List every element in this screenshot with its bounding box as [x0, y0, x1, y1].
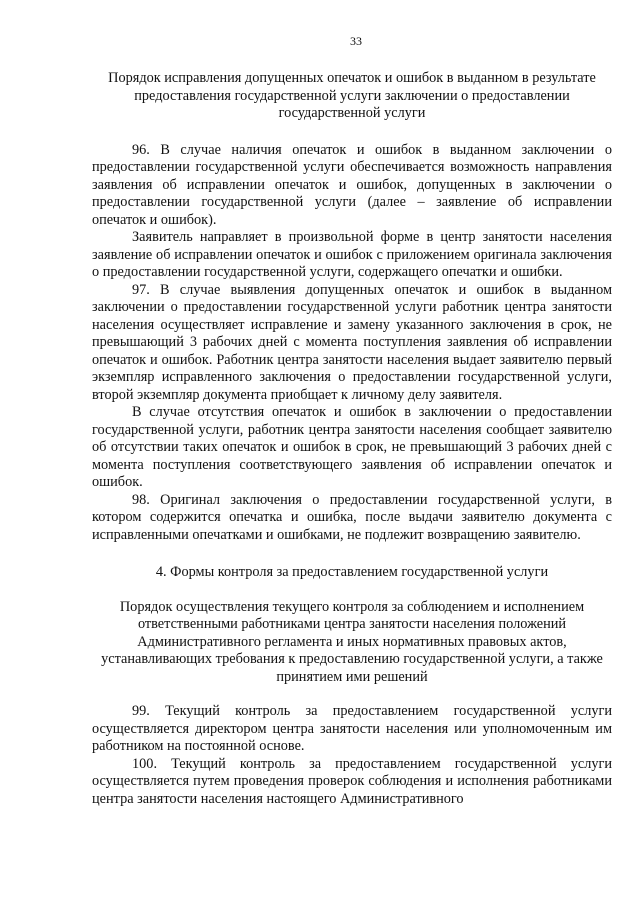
document-page [92, 34, 612, 808]
section-heading-corrections: Порядок исправления допущенных опечаток и ошибок в выданном в результате предоставления государственной услуги заключении о предоставлении государственной услуги [108, 70, 596, 121]
paragraph-no-errors: В случае отсутствия опечаток и ошибок в заключении о предоставлении государственной услуги, работник центра занятости населения сообщает заявителю об отсутствии таких опечаток и ошибок в срок, не превышающий 3 рабочих дней с момента поступления соответствующего заявления об исправлении опечаток и ошибок. [92, 404, 612, 490]
paragraph-98: 98. Оригинал заключения о предоставлении государственной услуги, в котором содержится опечатка и ошибка, после выдачи заявителю документа с исправленными опечатками и ошибками, не подлежит возвращению заявителю. [92, 491, 612, 543]
paragraph-applicant-request: Заявитель направляет в произвольной форме в центр занятости населения заявление об исправлении опечаток и ошибок с приложением оригинала заключения о предоставлении государственной услуги, содержащего опечатки и ошибки. [92, 229, 612, 280]
paragraph-100: 100. Текущий контроль за предоставлением государственной услуги осуществляется путем проведения проверок соблюдения и исполнения работниками центра занятости населения настоящего Административного [92, 755, 612, 807]
section-4-title: 4. Формы контроля за предоставлением государственной услуги [155, 564, 549, 580]
paragraph-97: 97. В случае выявления допущенных опечаток и ошибок в выданном заключении о предоставлении государственной услуги работник центра занятости населения осуществляет исправление и замену указанного заключения в срок, не превышающий 3 рабочих дней с момента поступления заявления об исправлении опечаток и ошибок. Работник центра занятости населения выдает заявителю первый экземпляр исправленного заключения о предоставлении государственной услуги, второй экземпляр документа приобщает к личному делу заявителя. [92, 281, 612, 403]
section-heading-current-control: Порядок осуществления текущего контроля за соблюдением и исполнением ответственными работниками центра занятости населения положений Административного регламента и иных нормативных правовых актов, устанавливающих требования к предоставлению государственной услуги, а также принятием ими решений [101, 598, 603, 685]
page-number: 33 [350, 34, 362, 48]
paragraph-99: 99. Текущий контроль за предоставлением государственной услуги осуществляется директором центра занятости населения или уполномоченным им работником на постоянной основе. [92, 703, 612, 754]
paragraph-96: 96. В случае наличия опечаток и ошибок в выданном заключении о предоставлении государственной услуги обеспечивается возможность направления заявления об исправлении опечаток и ошибок, допущенных в заключении о предоставлении государственной услуги (далее – заявление об исправлении опечаток и ошибок). [92, 141, 612, 228]
